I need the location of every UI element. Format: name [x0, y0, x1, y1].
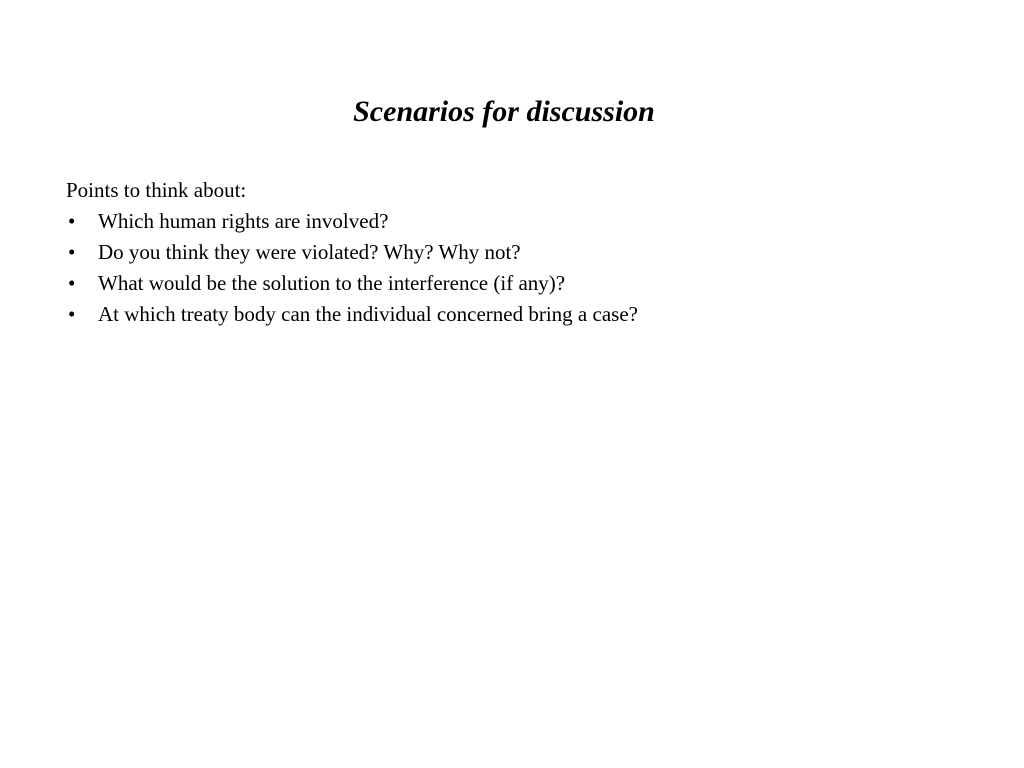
- bullet-text: At which treaty body can the individual concerned bring a case?: [98, 302, 638, 326]
- bullet-item: [66, 237, 638, 268]
- bullet-icon: •: [68, 240, 76, 264]
- slide-body: [66, 175, 638, 330]
- bullet-icon: •: [68, 302, 76, 326]
- bullet-icon: •: [68, 271, 76, 295]
- bullet-item: [66, 268, 638, 299]
- bullet-text: What would be the solution to the interference (if any)?: [98, 271, 566, 295]
- bullet-text: Do you think they were violated? Why? Why not?: [98, 240, 521, 264]
- bullet-item: [66, 299, 638, 330]
- bullet-text: Which human rights are involved?: [98, 209, 389, 233]
- bullet-list: [66, 206, 638, 330]
- bullet-icon: •: [68, 209, 76, 233]
- slide-title: Scenarios for discussion: [353, 95, 655, 128]
- intro-text: Points to think about:: [66, 178, 247, 202]
- bullet-item: [66, 206, 638, 237]
